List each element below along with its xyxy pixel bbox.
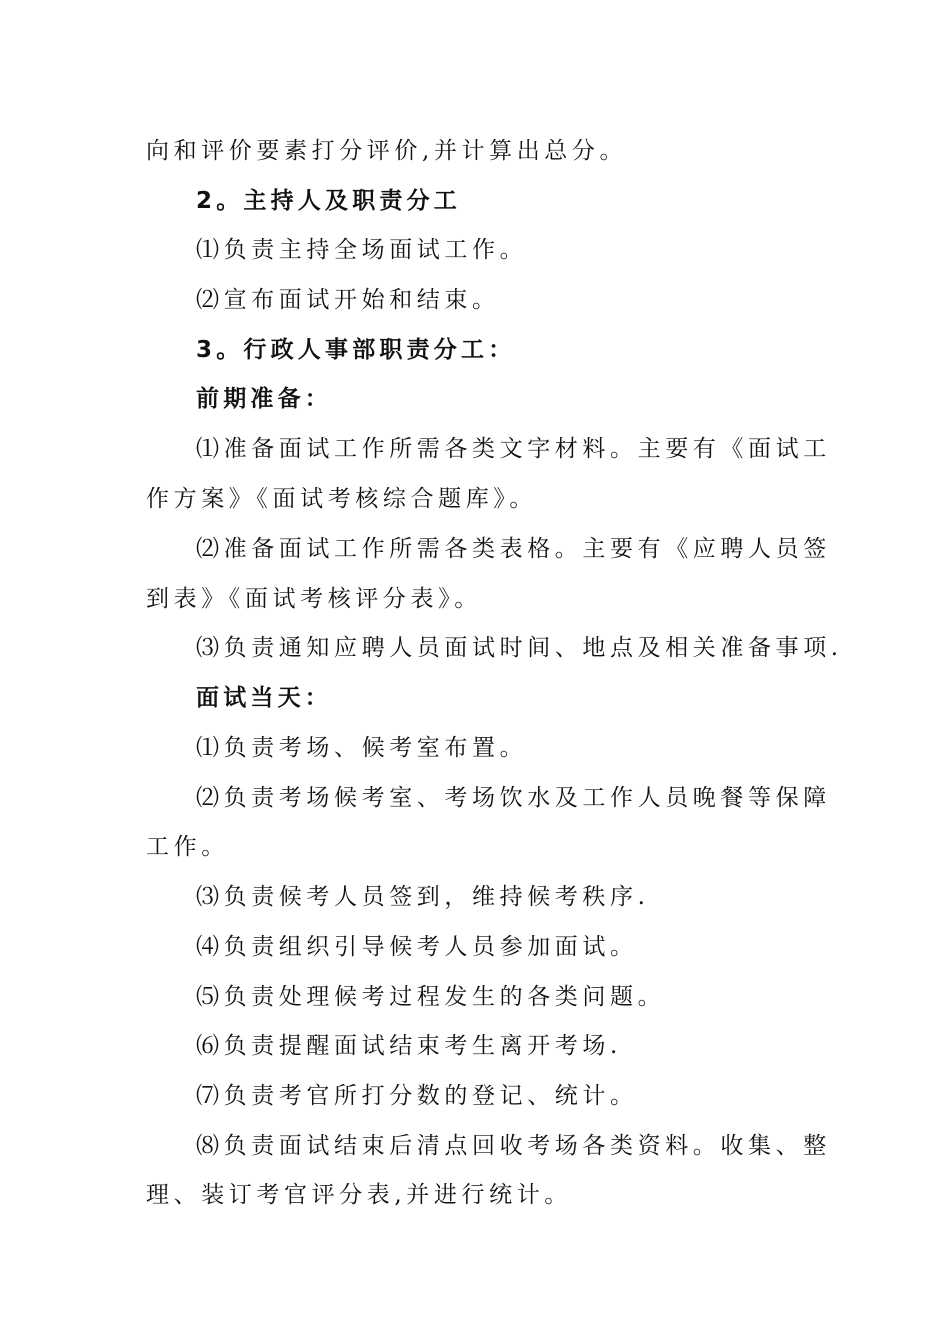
list-item-continuation: 作方案》《面试考核综合题库》。 bbox=[146, 486, 537, 512]
list-item: ⑴负责考场、候考室布置。 bbox=[196, 735, 528, 761]
list-item-continuation: 理、装订考官评分表,并进行统计。 bbox=[146, 1182, 572, 1208]
list-item-continuation: 工作。 bbox=[146, 834, 229, 860]
list-item: ⑵负责考场候考室、考场饮水及工作人员晚餐等保障 bbox=[196, 785, 831, 811]
list-item-continuation: 到表》《面试考核评分表》。 bbox=[146, 586, 482, 612]
list-item: ⑶负责候考人员签到，维持候考秩序. bbox=[196, 884, 650, 910]
paragraph-continuation: 向和评价要素打分评价,并计算出总分。 bbox=[146, 138, 628, 164]
list-item: ⑴准备面试工作所需各类文字材料。主要有《面试工 bbox=[196, 436, 831, 462]
list-item: ⑸负责处理候考过程发生的各类问题。 bbox=[196, 984, 666, 1010]
section-heading-host: 2。主持人及职责分工 bbox=[196, 188, 462, 214]
section-heading-hr: 3。行政人事部职责分工： bbox=[196, 337, 516, 363]
list-item: ⑹负责提醒面试结束考生离开考场. bbox=[196, 1033, 622, 1059]
subheading-interview-day: 面试当天： bbox=[196, 685, 332, 711]
subheading-preparation: 前期准备： bbox=[196, 386, 332, 412]
list-item: ⑷负责组织引导候考人员参加面试。 bbox=[196, 934, 638, 960]
list-item: ⑵准备面试工作所需各类表格。主要有《应聘人员签 bbox=[196, 536, 831, 562]
list-item: ⑺负责考官所打分数的登记、统计。 bbox=[196, 1083, 638, 1109]
list-item: ⑻负责面试结束后清点回收考场各类资料。收集、整 bbox=[196, 1133, 831, 1159]
list-item: ⑶负责通知应聘人员面试时间、地点及相关准备事项. bbox=[196, 635, 843, 661]
list-item: ⑴负责主持全场面试工作。 bbox=[196, 237, 528, 263]
list-item: ⑵宣布面试开始和结束。 bbox=[196, 287, 500, 313]
